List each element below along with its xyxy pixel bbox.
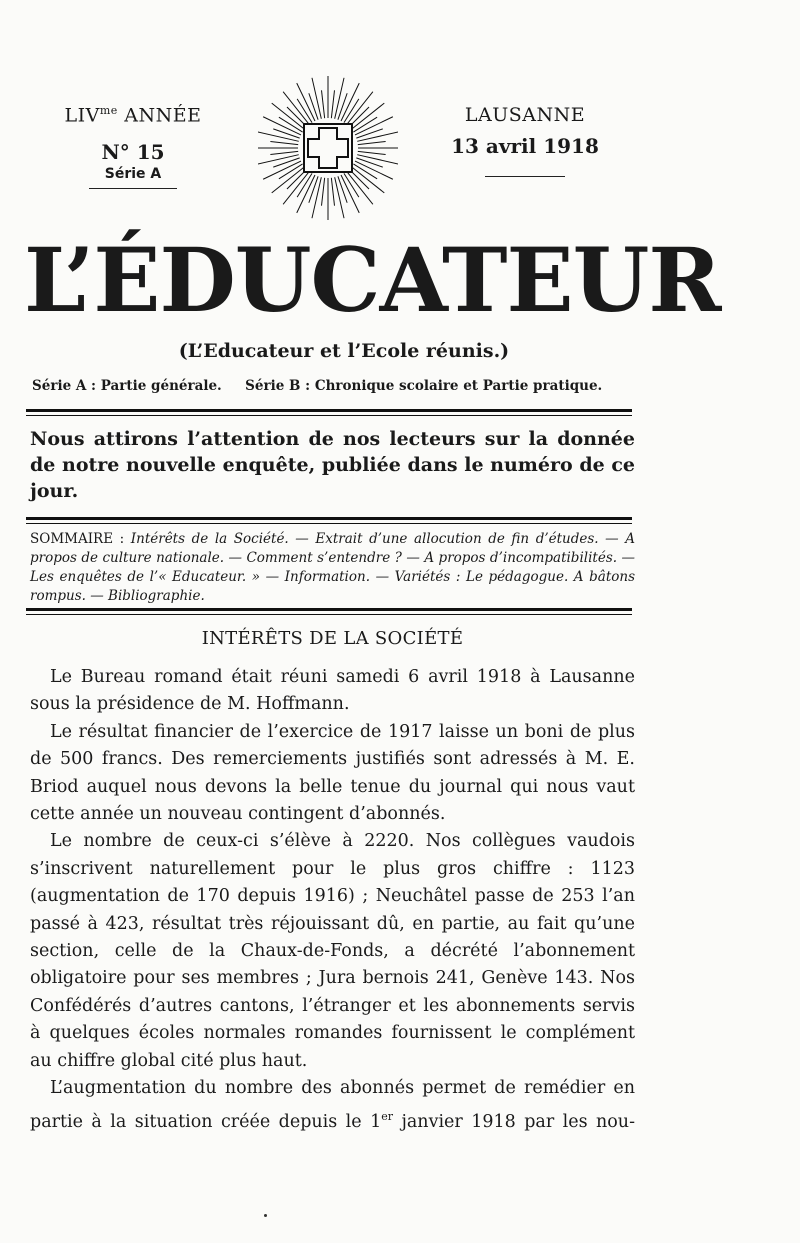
paragraph: L’augmentation du nombre des abonnés permet de remédier en partie à la situation créée depuis le 1er janvier 1918 par les nou-: [30, 1078, 635, 1132]
article-title: INTÉRÊTS DE LA SOCIÉTÉ: [201, 628, 464, 649]
sunburst-ray: [322, 90, 325, 118]
sunburst-ray: [347, 92, 373, 125]
sunburst-ray: [312, 78, 321, 119]
article-body: [30, 664, 635, 1136]
sunburst-ray: [331, 90, 334, 118]
sommaire-label: SOMMAIRE :: [30, 531, 125, 547]
sunburst-ray: [270, 142, 298, 145]
sunburst-ray: [335, 177, 344, 218]
sunburst-ray: [312, 177, 321, 218]
sunburst-ray: [272, 103, 305, 129]
swiss-cross-sunburst-icon: [258, 72, 398, 222]
sunburst-ray: [283, 171, 309, 204]
double-rule: [26, 608, 632, 615]
issue-serie: Série A: [104, 166, 162, 183]
paragraph: Le nombre de ceux-ci s’élève à 2220. Nos collègues vaudois s’inscrivent naturellement pour le plus gros chiffre : 1123 (augmentation de 170 depuis 1916) ; Neuchâtel passe de 253 l’an passé à 423, résultat très réjouissant dû, en partie, au fait qu’une section, celle de la Chaux-de-Fonds, a décrété l’abonnement obligatoire pour ses membres ; Jura bernois 241, Genève 143. Nos Confédérés d’autres cantons, l’étranger et les abonnements servis à quelques écoles normales romandes fournissent le complément au chiffre global cité plus haut.: [30, 831, 635, 1071]
sunburst-ray: [322, 178, 325, 206]
divider: [89, 188, 177, 189]
masthead-title: L’ÉDUCATEUR: [24, 228, 721, 332]
sunburst-ray: [351, 103, 384, 129]
serie-b-label: Série B :: [245, 378, 311, 394]
volume-year: $LIV^{me}$ ANNÉE: [64, 104, 202, 127]
sunburst-ray: [283, 92, 309, 125]
serie-a-text: Partie générale.: [100, 378, 222, 394]
sunburst-ray: [272, 167, 305, 193]
sunburst-ray: [270, 151, 298, 154]
sommaire-items: Intérêts de la Société. — Extrait d’une allocution de fin d’études. — A propos de culture nationale. — Comment s’entendre ? — A propos d’incompatibilités. — Les enquêtes de l’« Educateur. » — Information. — Variétés : Le pédagogue. A bâtons rompus. — Bibliographie.: [30, 531, 636, 604]
sunburst-ray: [335, 78, 344, 119]
sunburst-ray: [358, 151, 386, 154]
masthead-subtitle: (L’Educateur et l’Ecole réunis.): [178, 340, 510, 362]
sunburst-ray: [331, 178, 334, 206]
serie-a-label: Série A :: [32, 378, 97, 394]
sunburst-ray: [351, 167, 384, 193]
double-rule: [26, 409, 632, 416]
paragraph: Le résultat financier de l’exercice de 1917 laisse un boni de plus de 500 francs. Des remerciements justifiés sont adressés à M. E. Briod auquel nous devons la belle tenue du journal qui nous vaut cette année un nouveau contingent d’abonnés.: [30, 721, 635, 825]
issue-info: [58, 104, 208, 189]
issue-city: LAUSANNE: [464, 104, 586, 126]
series-description: [32, 378, 672, 394]
serie-b-text: Chronique scolaire et Partie pratique.: [314, 378, 603, 394]
double-rule: [26, 517, 632, 524]
print-speck: [264, 1214, 267, 1217]
divider: [485, 176, 565, 177]
sunburst-ray: [258, 132, 299, 141]
sunburst-ray: [347, 171, 373, 204]
issue-place-date: [440, 104, 610, 177]
paragraph: Le Bureau romand était réuni samedi 6 avril 1918 à Lausanne sous la présidence de M. Hoffmann.: [30, 667, 635, 715]
sunburst-ray: [258, 155, 299, 164]
notice-text: Nous attirons l’attention de nos lecteurs sur la donnée de notre nouvelle enquête, publiée dans le numéro de ce jour.: [30, 428, 635, 502]
table-of-contents: [30, 530, 635, 606]
sunburst-ray: [357, 132, 398, 141]
issue-date: 13 avril 1918: [451, 134, 599, 158]
sunburst-ray: [358, 142, 386, 145]
sunburst-ray: [357, 155, 398, 164]
issue-number: N° 15: [101, 140, 165, 165]
